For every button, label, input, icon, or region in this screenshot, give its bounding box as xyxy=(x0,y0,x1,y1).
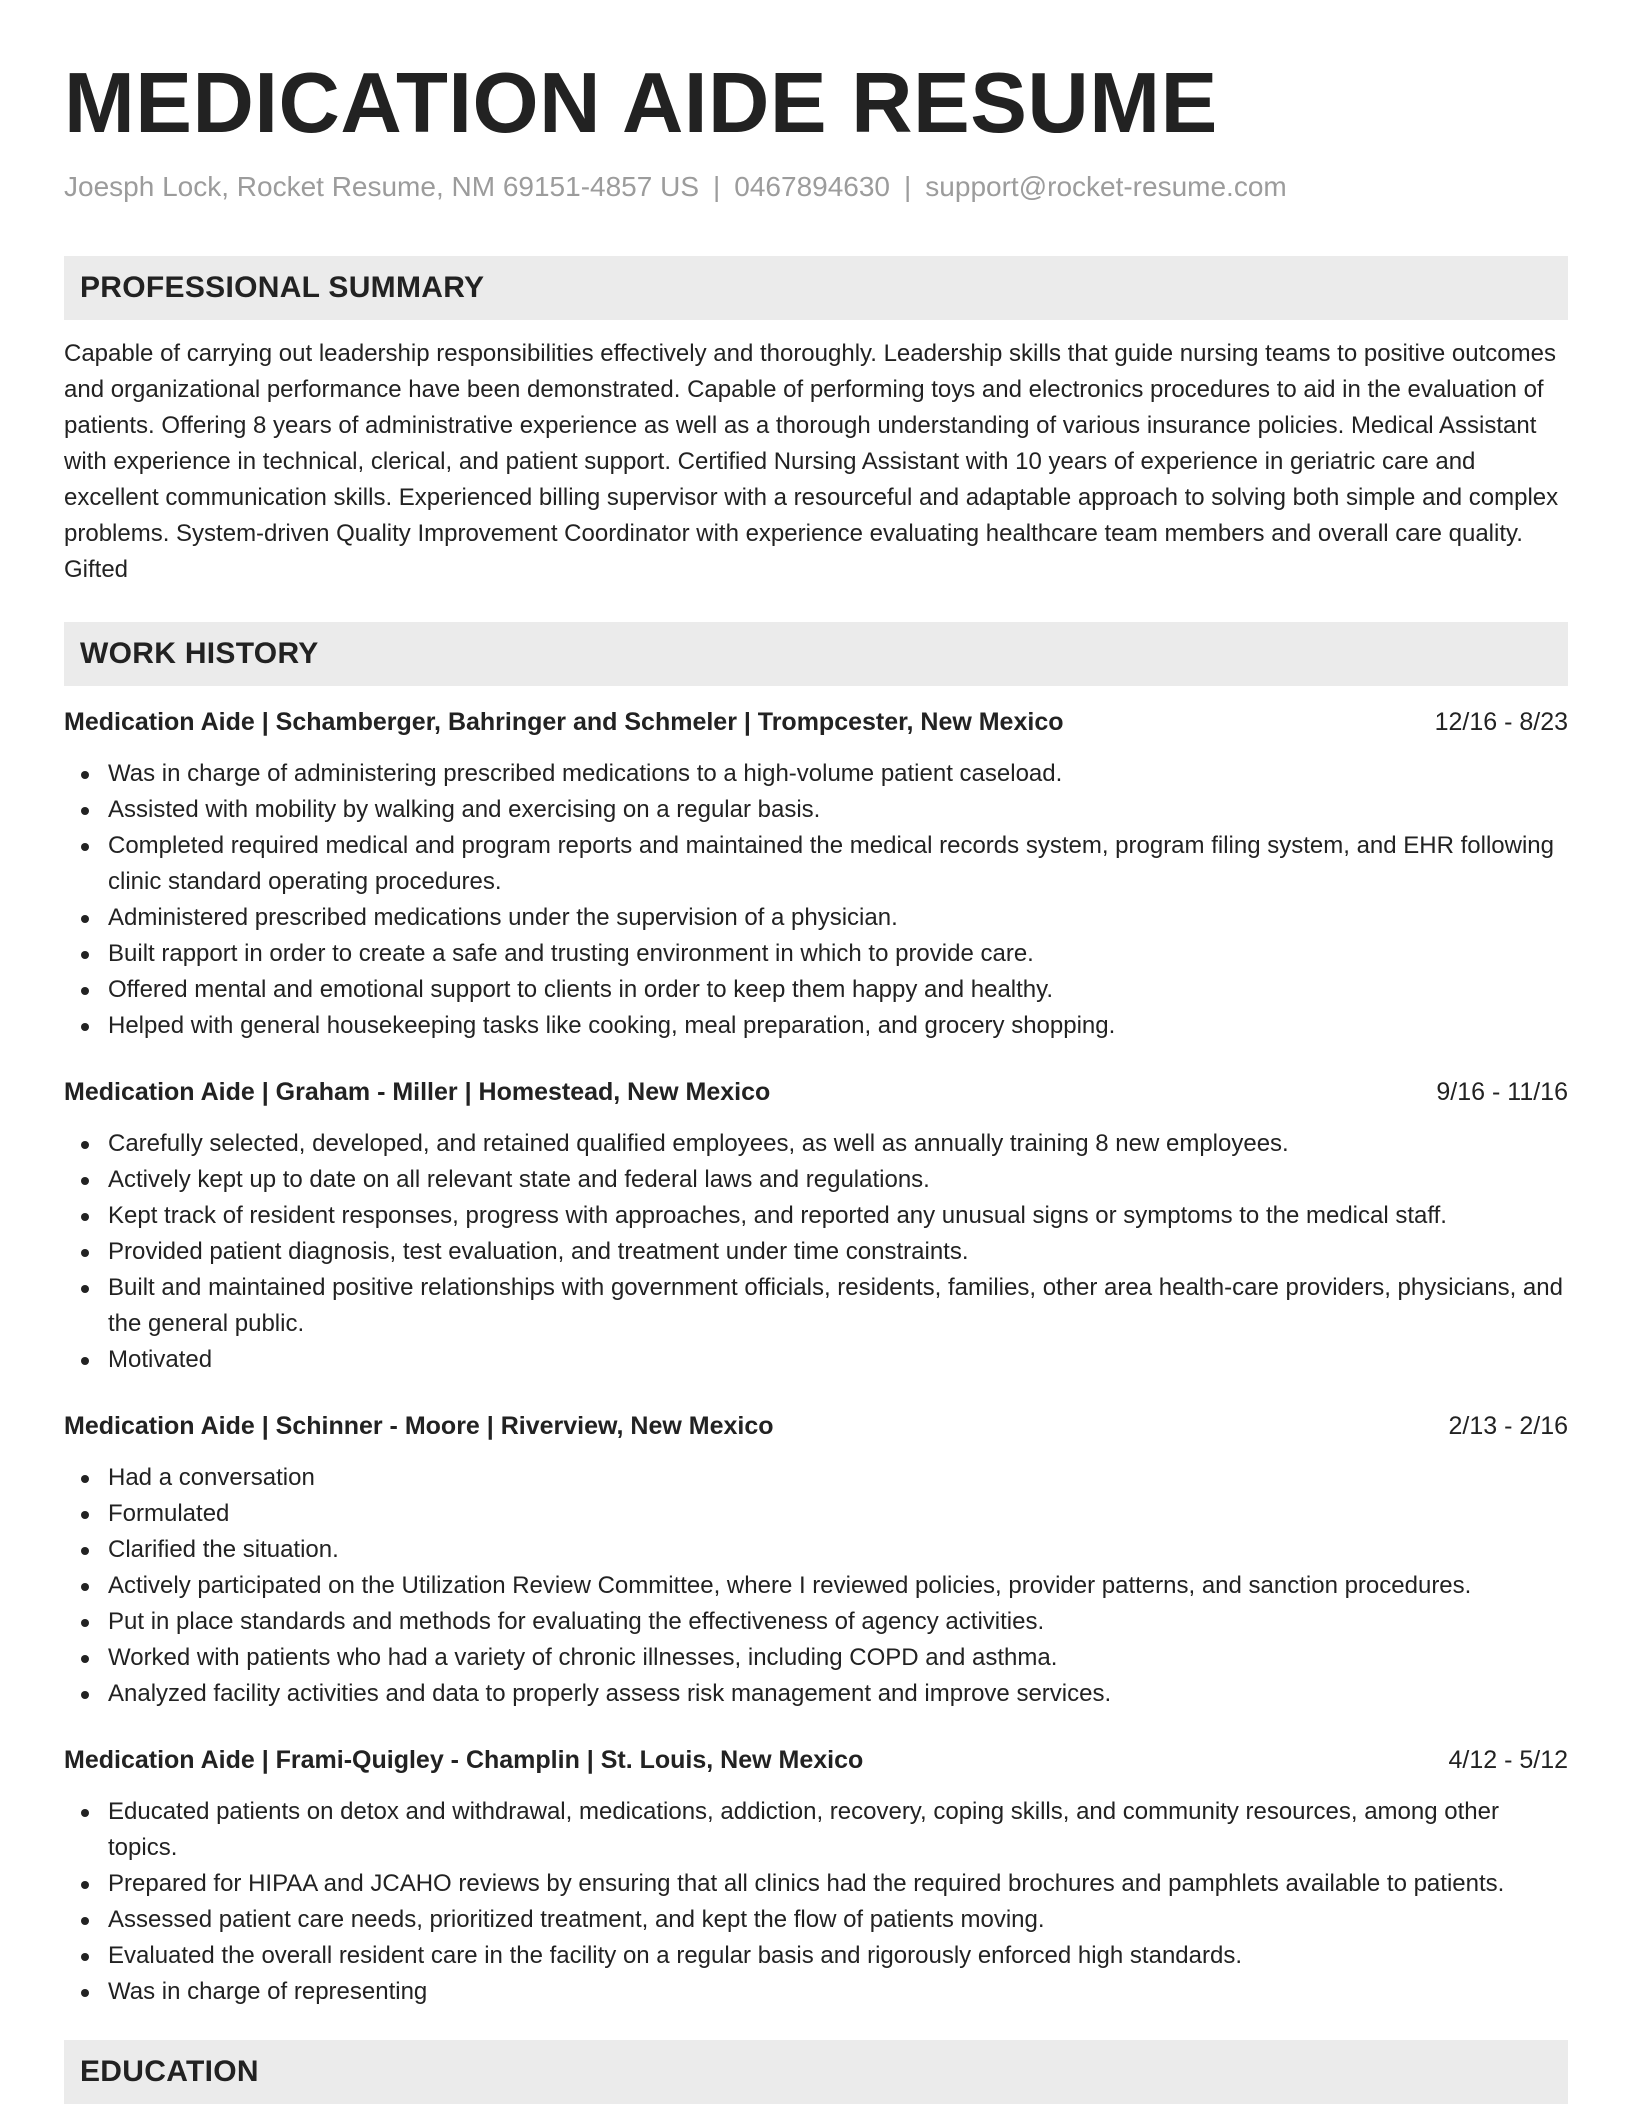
contact-separator: | xyxy=(713,171,721,202)
job-bullet: Was in charge of representing xyxy=(64,1974,1568,2010)
job-header xyxy=(64,1742,1568,1778)
job-bullets xyxy=(64,1460,1568,1712)
contact-phone: 0467894630 xyxy=(734,171,891,202)
work-history-list xyxy=(64,704,1568,2010)
job-bullet: Carefully selected, developed, and retained qualified employees, as well as annually training 8 new employees. xyxy=(64,1126,1568,1162)
job-header xyxy=(64,1074,1568,1110)
job-dates: 4/12 - 5/12 xyxy=(1448,1746,1568,1774)
job-title: Medication Aide | Graham - Miller | Homestead, New Mexico xyxy=(64,1078,771,1106)
job-bullet: Was in charge of administering prescribed medications to a high-volume patient caseload. xyxy=(64,756,1568,792)
summary-section-header xyxy=(64,256,1568,320)
summary-text: Capable of carrying out leadership responsibilities effectively and thoroughly. Leadership skills that guide nursing teams to positive outcomes and organizational performance have been demonstrated. Capable of performing toys and electronics procedures to aid in the evaluation of patients. Offering 8 years of administrative experience as well as a thorough understanding of various insurance policies. Medical Assistant with experience in technical, clerical, and patient support. Certified Nursing Assistant with 10 years of experience in geriatric care and excellent communication skills. Experienced billing supervisor with a resourceful and adaptable approach to solving both simple and complex problems. System-driven Quality Improvement Coordinator with experience evaluating healthcare team members and overall care quality. Gifted xyxy=(64,340,1559,583)
job-bullets xyxy=(64,756,1568,1044)
job-bullet: Kept track of resident responses, progress with approaches, and reported any unusual signs or symptoms to the medical staff. xyxy=(64,1198,1568,1234)
job-title: Medication Aide | Schinner - Moore | Riverview, New Mexico xyxy=(64,1412,774,1440)
job-entry xyxy=(64,704,1568,1044)
job-entry xyxy=(64,1742,1568,2010)
education-section-header xyxy=(64,2040,1568,2104)
work-section-header xyxy=(64,622,1568,686)
job-dates: 9/16 - 11/16 xyxy=(1436,1078,1568,1106)
job-bullets xyxy=(64,1126,1568,1378)
job-title: Medication Aide | Schamberger, Bahringer and Schmeler | Trompcester, New Mexico xyxy=(64,708,1064,736)
job-dates: 12/16 - 8/23 xyxy=(1434,708,1568,736)
job-title: Medication Aide | Frami-Quigley - Champlin | St. Louis, New Mexico xyxy=(64,1746,864,1774)
job-bullets xyxy=(64,1794,1568,2010)
job-bullet: Actively participated on the Utilization Review Committee, where I reviewed policies, provider patterns, and sanction procedures. xyxy=(64,1568,1568,1604)
job-bullet: Completed required medical and program reports and maintained the medical records system, program filing system, and EHR following clinic standard operating procedures. xyxy=(64,828,1568,900)
job-bullet: Administered prescribed medications under the supervision of a physician. xyxy=(64,900,1568,936)
job-bullet: Clarified the situation. xyxy=(64,1532,1568,1568)
education-heading: EDUCATION xyxy=(80,2055,259,2088)
summary-heading: PROFESSIONAL SUMMARY xyxy=(80,271,485,304)
job-bullet: Evaluated the overall resident care in the facility on a regular basis and rigorously enforced high standards. xyxy=(64,1938,1568,1974)
job-bullet: Formulated xyxy=(64,1496,1568,1532)
job-bullet: Helped with general housekeeping tasks like cooking, meal preparation, and grocery shopping. xyxy=(64,1008,1568,1044)
contact-separator: | xyxy=(904,171,912,202)
job-bullet: Analyzed facility activities and data to properly assess risk management and improve services. xyxy=(64,1676,1568,1712)
job-entry xyxy=(64,1074,1568,1378)
job-bullet: Prepared for HIPAA and JCAHO reviews by ensuring that all clinics had the required brochures and pamphlets available to patients. xyxy=(64,1866,1568,1902)
job-entry xyxy=(64,1408,1568,1712)
job-bullet: Had a conversation xyxy=(64,1460,1568,1496)
job-header xyxy=(64,1408,1568,1444)
contact-address: Joesph Lock, Rocket Resume, NM 69151-4857 US xyxy=(64,171,699,202)
job-bullet: Offered mental and emotional support to clients in order to keep them happy and healthy. xyxy=(64,972,1568,1008)
resume-title: MEDICATION AIDE RESUME xyxy=(64,56,1218,151)
job-bullet: Put in place standards and methods for evaluating the effectiveness of agency activities. xyxy=(64,1604,1568,1640)
job-bullet: Actively kept up to date on all relevant state and federal laws and regulations. xyxy=(64,1162,1568,1198)
contact-line xyxy=(64,168,1568,206)
job-bullet: Built and maintained positive relationships with government officials, residents, families, other area health-care providers, physicians, and the general public. xyxy=(64,1270,1568,1342)
job-bullet: Educated patients on detox and withdrawal, medications, addiction, recovery, coping skills, and community resources, among other topics. xyxy=(64,1794,1568,1866)
job-header xyxy=(64,704,1568,740)
job-bullet: Provided patient diagnosis, test evaluation, and treatment under time constraints. xyxy=(64,1234,1568,1270)
job-bullet: Assisted with mobility by walking and exercising on a regular basis. xyxy=(64,792,1568,828)
contact-email: support@rocket-resume.com xyxy=(925,171,1287,202)
work-heading: WORK HISTORY xyxy=(80,637,319,670)
job-dates: 2/13 - 2/16 xyxy=(1448,1412,1568,1440)
job-bullet: Motivated xyxy=(64,1342,1568,1378)
job-bullet: Assessed patient care needs, prioritized treatment, and kept the flow of patients moving. xyxy=(64,1902,1568,1938)
job-bullet: Worked with patients who had a variety of chronic illnesses, including COPD and asthma. xyxy=(64,1640,1568,1676)
job-bullet: Built rapport in order to create a safe and trusting environment in which to provide care. xyxy=(64,936,1568,972)
